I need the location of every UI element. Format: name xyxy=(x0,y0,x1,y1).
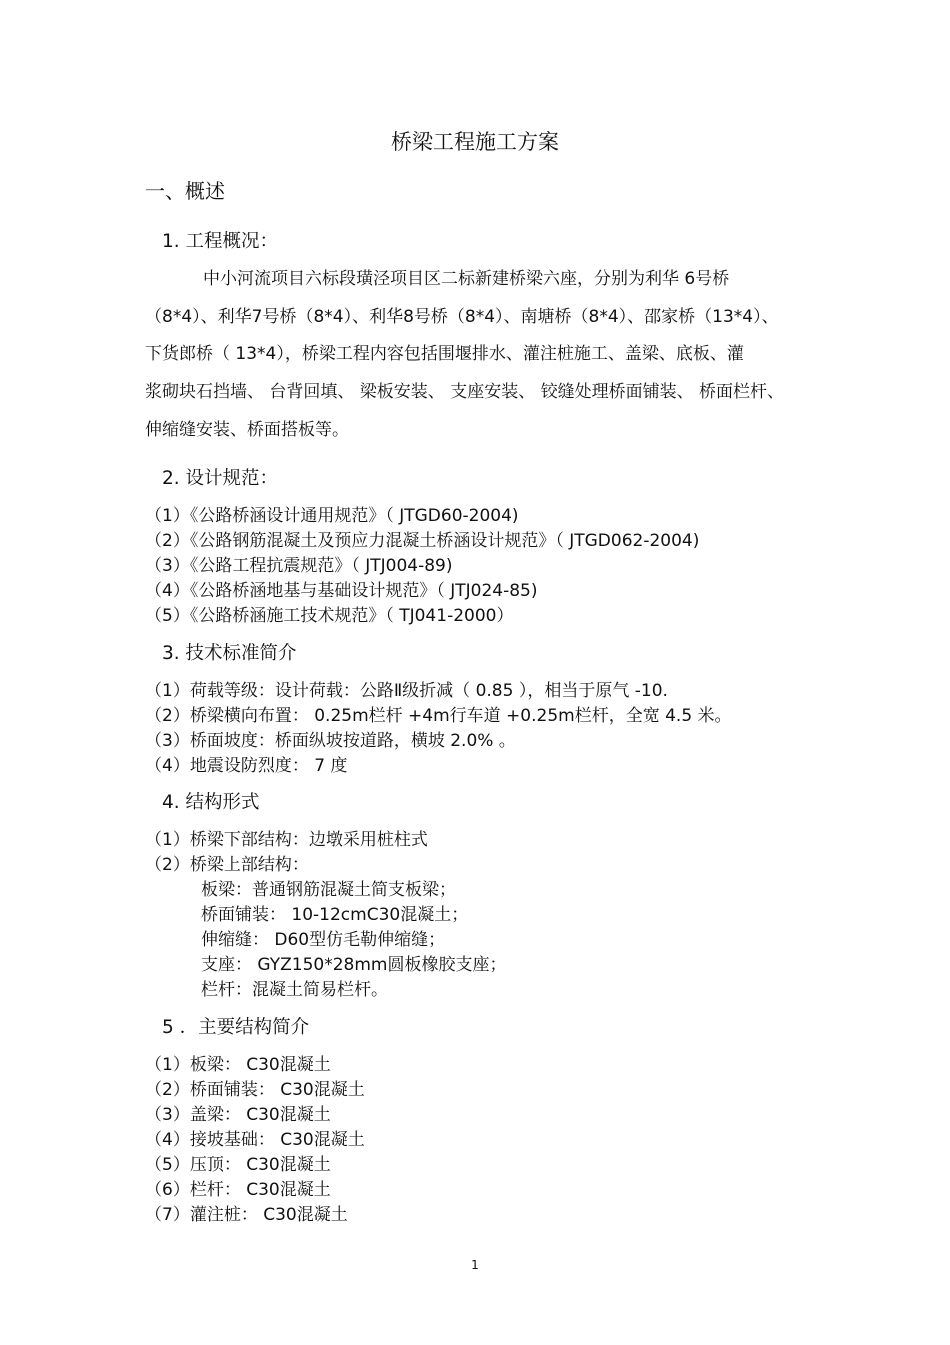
list-item: （1）桥梁下部结构：边墩采用桩柱式 xyxy=(145,830,428,850)
list-item: （2）桥梁上部结构： xyxy=(145,855,309,875)
document-title: 桥梁工程施工方案 xyxy=(391,130,559,154)
list-item: （1）板梁： C30混凝土 xyxy=(145,1055,331,1075)
sub-item: 栏杆：混凝土简易栏杆。 xyxy=(201,980,388,1000)
list-item: （4）《公路桥涵地基与基础设计规范》（ JTJ024-85) xyxy=(145,581,538,601)
sub-item: 支座： GYZ150*28mm圆板橡胶支座； xyxy=(201,955,507,975)
list-item: （2）桥面铺装： C30混凝土 xyxy=(145,1080,365,1100)
list-item: （2）《公路钢筋混凝土及预应力混凝土桥涵设计规范》（ JTGD062-2004) xyxy=(145,531,700,551)
heading-technical-standards: 3. 技术标准简介 xyxy=(162,643,297,664)
heading-structural-form: 4. 结构形式 xyxy=(162,792,260,813)
heading-design-codes: 2. 设计规范： xyxy=(162,468,279,489)
list-item: （7）灌注桩： C30混凝土 xyxy=(145,1205,348,1225)
heading-project-overview: 1. 工程概况： xyxy=(162,231,279,252)
paragraph-line: 下货郎桥（ 13*4），桥梁工程内容包括围堰排水、灌注桩施工、盖梁、底板、灌 xyxy=(145,344,744,364)
list-item: （5）压顶： C30混凝土 xyxy=(145,1155,331,1175)
list-item: （2）桥梁横向布置： 0.25m栏杆 +4m行车道 +0.25m栏杆，全宽 4.5 米。 xyxy=(145,706,732,726)
list-item: （3）《公路工程抗震规范》（ JTJ004-89) xyxy=(145,556,453,576)
list-item: （1）荷载等级：设计荷载：公路Ⅱ级折减（ 0.85 ），相当于原气 -10. xyxy=(145,681,668,701)
paragraph-line: 伸缩缝安装、桥面搭板等。 xyxy=(145,420,349,440)
heading-main-structures: 5 ．主要结构简介 xyxy=(162,1017,310,1038)
sub-item: 板梁：普通钢筋混凝土简支板梁； xyxy=(201,880,456,900)
paragraph-line: 中小河流项目六标段璜泾项目区二标新建桥梁六座，分别为利华 6号桥 xyxy=(203,269,730,289)
sub-item: 桥面铺装： 10-12cmC30混凝土； xyxy=(201,905,469,925)
list-item: （3）盖梁： C30混凝土 xyxy=(145,1105,331,1125)
page-number: 1 xyxy=(471,1258,479,1272)
list-item: （4）地震设防烈度： 7 度 xyxy=(145,756,348,776)
sub-item: 伸缩缝： D60型仿毛勒伸缩缝； xyxy=(201,930,446,950)
paragraph-line: 浆砌块石挡墙、 台背回填、 梁板安装、 支座安装、 铰缝处理桥面铺装、 桥面栏杆、 xyxy=(145,382,785,402)
section-heading-overview: 一、概述 xyxy=(145,179,225,203)
list-item: （1）《公路桥涵设计通用规范》（ JTGD60-2004) xyxy=(145,506,519,526)
list-item: （6）栏杆： C30混凝土 xyxy=(145,1180,331,1200)
list-item: （4）接坡基础： C30混凝土 xyxy=(145,1130,365,1150)
list-item: （3）桥面坡度：桥面纵坡按道路，横坡 2.0% 。 xyxy=(145,731,516,751)
paragraph-line: （8*4）、利华7号桥（8*4）、利华8号桥（8*4）、南塘桥（8*4）、邵家桥（13*4）、 xyxy=(145,307,779,327)
list-item: （5）《公路桥涵施工技术规范》（ TJ041-2000） xyxy=(145,606,514,626)
